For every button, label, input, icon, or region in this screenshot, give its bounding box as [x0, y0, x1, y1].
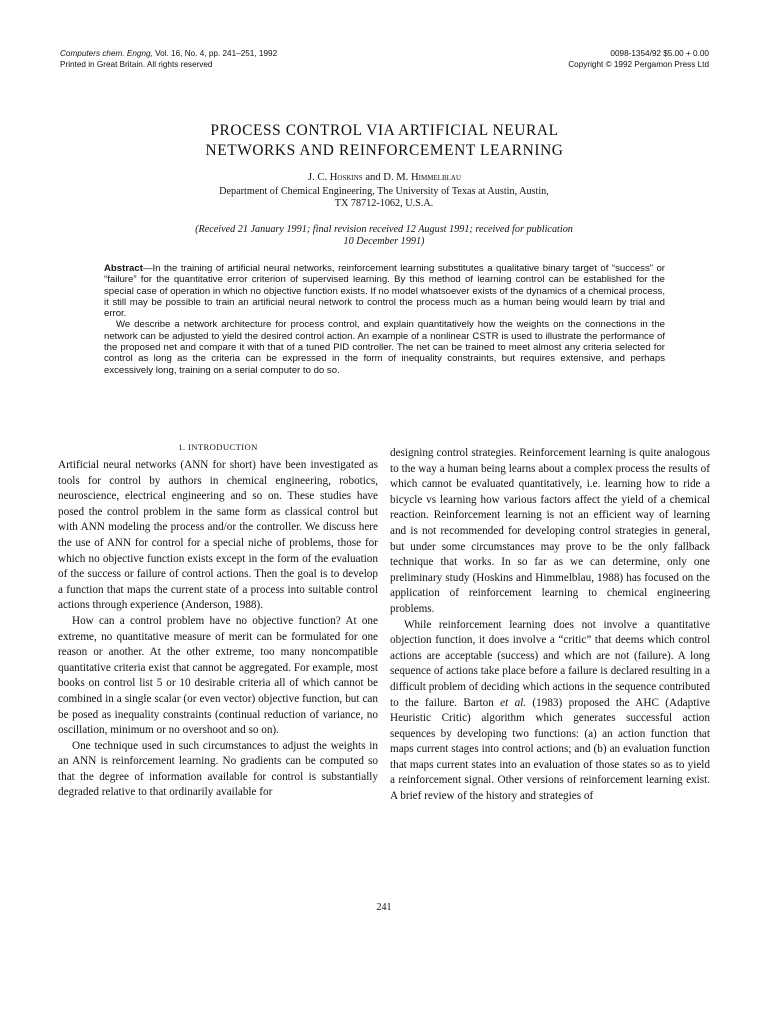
intro-paragraph-5-part-b: (1983) proposed the AHC (Adaptive Heuristic Critic) algorithm which generates successful action sequences by developing two functions: (a) an action function that maps current stages into control actions; and (b) an evaluation function that maps current states into an evaluation of those states so as to yield a reinforcement signal. Other versions of reinforcement learning exist. A brief review of the history and strategies of [390, 696, 711, 803]
journal-header-right [568, 49, 709, 70]
paper-title [60, 121, 709, 161]
intro-paragraph-1: Artificial neural networks (ANN for short) have been investigated as tools for control by authors in chemical engineering, robotics, neuroscience, electrical engineering and so on. These studies have posed the control problem in the same form as classical control but with ANN modeling the process and/or the controller. We discuss here the use of ANN for control for a special niche of problems, those for which no objective function exists except in the form of the evaluation of the success or failure of control actions. Then the goal is to develop a function that maps the current state of a process into suitable control actions through experience (Anderson, 1988). [58, 459, 378, 612]
received-line-2: 10 December 1991) [343, 236, 425, 247]
author-conjunction: and D. M. H [362, 172, 419, 183]
et-al: et al. [500, 696, 527, 709]
section-heading-introduction: 1. INTRODUCTION [178, 442, 258, 452]
printed-notice: Printed in Great Britain. All rights reserved [60, 59, 213, 69]
title-line-1: PROCESS CONTROL VIA ARTIFICIAL NEURAL [210, 122, 559, 139]
author-surname-2: immelblau [418, 172, 462, 183]
intro-paragraph-2: How can a control problem have no objective function? At one extreme, no quantitative measure of merit can be formulated for one reason or another. At the other extreme, too many noncompatible quantitative criteria exist that cannot be aggregated. For example, most books on control list 5 or 10 desirable criteria all of which cannot be combined in a single scalar (or even vector) objective function, but can be posed as inequality constraints (continual reduction of variance, no oscillation, minimum or no overshoot and so on). [58, 614, 378, 737]
copyright-notice: Copyright © 1992 Pergamon Press Ltd [568, 59, 709, 69]
journal-name: Computers chem. Engng, [60, 49, 153, 58]
body-column-right [390, 446, 710, 805]
intro-paragraph-4: designing control strategies. Reinforcement learning is quite analogous to the way a human being learns about a complex process the results of which cannot be evaluated quantitatively, i.e. learning how to ride a bicycle vs learning how various factors affect the yield of a chemical reaction. Reinforcement learning is not an efficient way of learning and is not recommended for developing control strategies in general, but under some circumstances may prove to be the only fallback technique that works. In so far as we can determine, only one preliminary study (Hoskins and Himmelblau, 1988) has focused on the application of reinforcement learning to chemical engineering problems. [390, 447, 710, 615]
intro-paragraph-5 [390, 618, 710, 805]
title-line-2: NETWORKS AND REINFORCEMENT LEARNING [205, 142, 564, 159]
intro-paragraph-5-part-a: While reinforcement learning does not involve a quantitative objection function, it does involve a “critic” that deems which control actions are acceptable (success) and which are not (failure). A long sequence of actions take place before a failure is declared resulting in a difficult problem of deciding which actions in the sequence contributed to the failure. Barton [390, 618, 710, 709]
received-dates [130, 224, 638, 248]
author-prefix: J. C. H [307, 172, 338, 183]
journal-citation [60, 49, 277, 60]
abstract-paragraph-1 [104, 263, 665, 319]
abstract-text-1: —In the training of artificial neural networks, reinforcement learning substitutes a qualitative binary target of “success” or “failure” for the quantitative error criterion of supervised learning. By this method of learning control can be established for the special case of operation in which no objective function exists. If no model whatsoever exists of the dynamics of a chemical process, it still may be possible to train an artificial neural network to control the process much as a human being would learn by trial and error. [104, 263, 665, 320]
abstract-paragraph-2: We describe a network architecture for process control, and explain quantitatively how the weights on the connections in the network can be adjusted to yield the desired control action. An example of a nonlinear CSTR is used to illustrate the performance of the proposed net and compare it with that of a tuned PID controller. The net can be trained to meet almost any criteria selected for control as long as the criteria can be expressed in the form of inequality constraints, but requires extensive, and perhaps excessively long, training on a serial computer to do so. [104, 319, 665, 376]
journal-header-left [60, 49, 277, 70]
abstract-label: Abstract [104, 263, 143, 274]
author-surname-1: oskins [337, 172, 363, 183]
intro-paragraph-3: One technique used in such circumstances to adjust the weights in an ANN is reinforcement learning. No gradients can be computed so that the degree of information available for control is substantially degraded relative to that ordinarily available for [58, 739, 378, 799]
affiliation [150, 186, 618, 210]
abstract [104, 263, 665, 376]
received-line-1: (Received 21 January 1991; final revision received 12 August 1991; received for publication [195, 224, 573, 235]
affiliation-line-1: Department of Chemical Engineering, The University of Texas at Austin, Austin, [219, 186, 549, 197]
author-line [60, 171, 709, 184]
issn-code: 0098-1354/92 $5.00 + 0.00 [610, 49, 709, 58]
journal-volume: Vol. 16, No. 4, pp. 241–251, 1992 [152, 49, 278, 58]
affiliation-line-2: TX 78712-1062, U.S.A. [334, 198, 434, 209]
page-number: 241 [376, 902, 392, 913]
body-column-left [58, 442, 378, 801]
